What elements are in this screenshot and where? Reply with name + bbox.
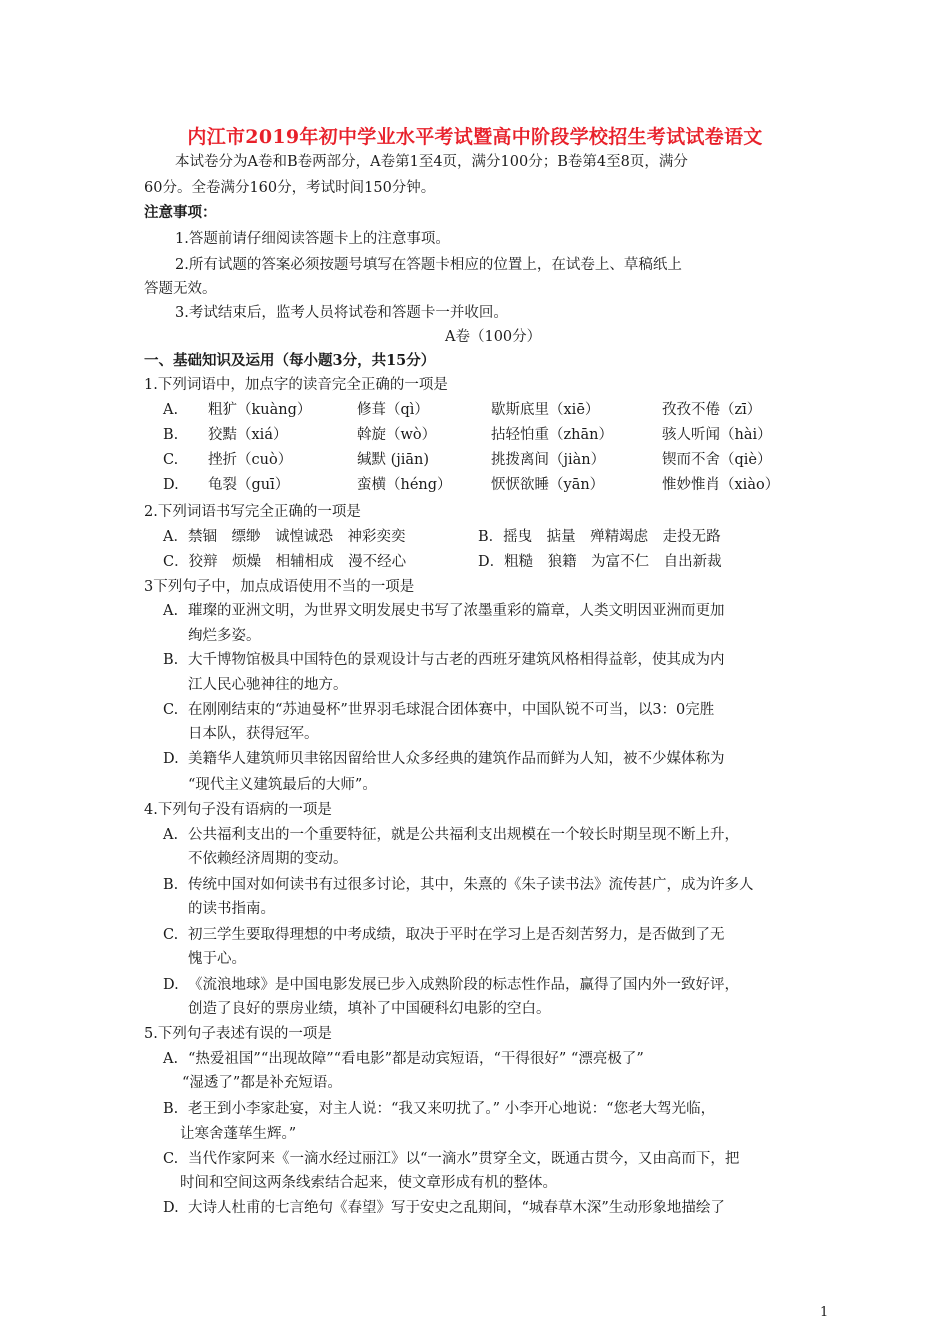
q3-option-text: 在刚刚结束的“苏迪曼杯”世界羽毛球混合团体赛中，中国队锐不可当，以3：0完胜	[188, 702, 715, 718]
q3-option-letter: A.	[163, 603, 179, 619]
notes-heading: 注意事项：	[144, 204, 217, 221]
q1-option-item: 挑拨离间（jiàn）	[491, 452, 606, 468]
q2-option-d: D．粗糙 狼籍 为富不仁 自出新裁	[478, 554, 722, 570]
q5-option-letter: D.	[163, 1200, 179, 1216]
q1-option-item: 缄默 (jiān)	[357, 452, 430, 468]
q3-option-text: 日本队，获得冠军。	[188, 726, 319, 742]
q5-stem: 5.下列句子表述有误的一项是	[144, 1026, 332, 1042]
intro-line-2: 60分。全卷满分160分，考试时间150分钟。	[144, 180, 436, 196]
q3-option-letter: B.	[163, 652, 179, 668]
q5-option-letter: C.	[163, 1151, 179, 1167]
q1-option-item: 骇人听闻（hài）	[662, 427, 772, 443]
note-2: 2.所有试题的答案必须按题号填写在答题卡相应的位置上，在试卷上、草稿纸上	[175, 257, 682, 273]
q5-option-letter: B.	[163, 1101, 179, 1117]
q5-option-letter: A.	[163, 1051, 179, 1067]
q1-option-item: 蛮横（héng）	[357, 477, 452, 493]
q1-option-letter: A.	[163, 402, 179, 418]
q4-stem: 4.下列句子没有语病的一项是	[144, 802, 332, 818]
q4-option-letter: B.	[163, 877, 179, 893]
q4-option-letter: A.	[163, 827, 179, 843]
q4-option-text: 初三学生要取得理想的中考成绩，取决于平时在学习上是否刻苦努力，是否做到了无	[188, 927, 725, 943]
q3-option-text: 美籍华人建筑师贝聿铭因留给世人众多经典的建筑作品而鲜为人知，被不少媒体称为	[188, 751, 725, 767]
q4-option-text: 的读书指南。	[188, 901, 275, 917]
q4-option-letter: D.	[163, 977, 179, 993]
q1-option-letter: C.	[163, 452, 179, 468]
q1-option-letter: B.	[163, 427, 179, 443]
intro-line-1: 本试卷分为A卷和B卷两部分，A卷第1至4页，满分100分；B卷第4至8页，满分	[175, 154, 688, 170]
q5-option-text: “湿透了”都是补充短语。	[182, 1075, 342, 1091]
q1-option-item: 狡黠（xiá）	[208, 427, 288, 443]
q1-option-item: 恹恹欲睡（yān）	[491, 477, 605, 493]
q1-option-letter: D.	[163, 477, 179, 493]
q4-option-text: 不依赖经济周期的变动。	[188, 851, 348, 867]
q4-option-text: 愧于心。	[188, 951, 246, 967]
q2-option-a: A．禁锢 缥缈 诚惶诚恐 神彩奕奕	[163, 529, 406, 545]
q5-option-text: “热爱祖国”“出现故障”“看电影”都是动宾短语，“干得很好” “漂亮极了”	[188, 1051, 644, 1067]
q4-option-text: 《流浪地球》是中国电影发展已步入成熟阶段的标志性作品，赢得了国内外一致好评，	[188, 977, 739, 993]
note-2-cont: 答题无效。	[144, 281, 217, 297]
q1-option-item: 挫折（cuò）	[208, 452, 293, 468]
q3-option-text: 江人民心驰神往的地方。	[188, 677, 348, 693]
q5-option-text: 大诗人杜甫的七言绝句《春望》写于安史之乱期间，“城春草木深”生动形象地描绘了	[188, 1200, 725, 1216]
q3-option-text: 璀璨的亚洲文明，为世界文明发展史书写了浓墨重彩的篇章，人类文明因亚洲而更加	[188, 603, 725, 619]
q3-option-text: 绚烂多姿。	[188, 628, 261, 644]
q4-option-text: 创造了良好的票房业绩，填补了中国硬科幻电影的空白。	[188, 1001, 551, 1017]
q1-option-item: 粗犷（kuàng）	[208, 402, 312, 418]
note-3: 3.考试结束后，监考人员将试卷和答题卡一并收回。	[175, 305, 508, 321]
q5-option-text: 时间和空间这两条线索结合起来，使文章形成有机的整体。	[180, 1175, 557, 1191]
q5-option-text: 老王到小李家赴宴，对主人说：“我又来叨扰了。” 小李开心地说：“您老大驾光临，	[188, 1101, 716, 1117]
q3-option-text: 大千博物馆极具中国特色的景观设计与古老的西班牙建筑风格相得益彰，使其成为内	[188, 652, 725, 668]
section-1-heading: 一、基础知识及运用（每小题3分，共15分）	[144, 352, 436, 369]
q3-stem: 3下列句子中，加点成语使用不当的一项是	[144, 579, 415, 595]
paper-a-heading: A卷（100分）	[445, 329, 542, 345]
q1-option-item: 修葺（qì）	[357, 402, 429, 418]
q1-option-item: 孜孜不倦（zī）	[662, 402, 762, 418]
exam-title: 内江市2019年初中学业水平考试暨高中阶段学校招生考试试卷语文	[187, 126, 763, 148]
q4-option-letter: C.	[163, 927, 179, 943]
q3-option-letter: C.	[163, 702, 179, 718]
q1-stem: 1.下列词语中，加点字的读音完全正确的一项是	[144, 377, 448, 393]
q1-option-item: 龟裂（guī）	[208, 477, 290, 493]
q5-option-text: 让寒舍蓬荜生辉。”	[180, 1126, 297, 1142]
q1-option-item: 锲而不舍（qiè）	[662, 452, 772, 468]
q1-option-item: 拈轻怕重（zhān）	[491, 427, 613, 443]
q2-option-b: B．摇曳 掂量 殚精竭虑 走投无路	[478, 529, 721, 545]
page-number: 1	[820, 1305, 829, 1320]
q3-option-text: “现代主义建筑最后的大师”。	[188, 777, 377, 793]
q1-option-item: 斡旋（wò）	[357, 427, 437, 443]
q2-option-c: C．狡辩 烦燥 相辅相成 漫不经心	[163, 554, 407, 570]
q4-option-text: 公共福利支出的一个重要特征，就是公共福利支出规模在一个较长时期呈现不断上升，	[188, 827, 739, 843]
q4-option-text: 传统中国对如何读书有过很多讨论，其中，朱熹的《朱子读书法》流传甚广，成为许多人	[188, 877, 754, 893]
q5-option-text: 当代作家阿来《一滴水经过丽江》以“一滴水”贯穿全文，既通古贯今，又由高而下，把	[188, 1151, 740, 1167]
q1-option-item: 歇斯底里（xiē）	[491, 402, 600, 418]
q1-option-item: 惟妙惟肖（xiào）	[662, 477, 780, 493]
q2-stem: 2.下列词语书写完全正确的一项是	[144, 504, 361, 520]
q3-option-letter: D.	[163, 751, 179, 767]
note-1: 1.答题前请仔细阅读答题卡上的注意事项。	[175, 231, 450, 247]
